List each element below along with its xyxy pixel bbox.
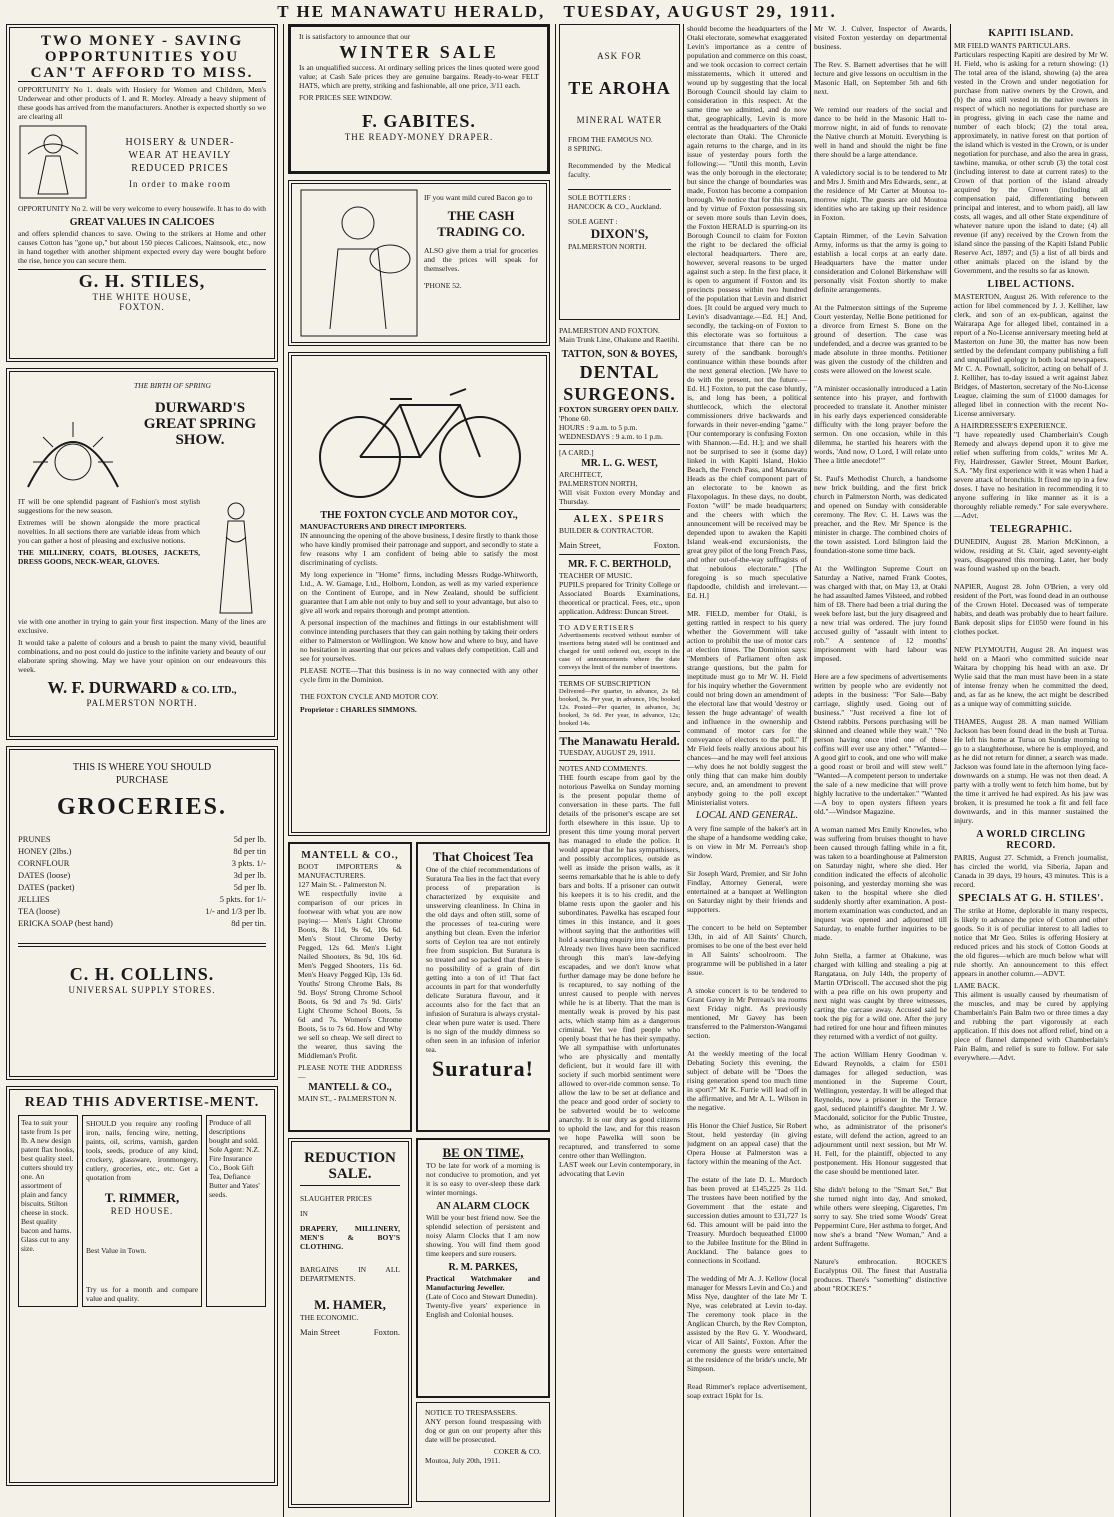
gabites-name: F. GABITES. [362,111,476,131]
advertisers-body: Advertisements received without number of insertions being stated will be continued and charged for until ordered out, except in the case of announcements where the date conveys the limit of the number of insertions. [559,632,680,671]
hamer-title-2: SALE. [328,1166,372,1182]
stiles-town: FOXTON. [119,302,165,312]
hamer-title-1: REDUCTION [304,1150,396,1166]
hairdresser-text: "I have repeatedly used Chamberlain's Cough Remedy and always depend upon it to give me relief when suffering from colds," writes Mr A. Fry, Hairdresser, Gawler Street, Mount Barker, S.A. "My first experience with it was when I had a severe attack of bronchitis. It fixed me up in a few doses. I have no hesitation in recommending it to anyone suffering in like manner as it is a thoroughly reliable remedy." For sale everywhere. —Advt. [954,430,1108,520]
specials-text: The strike at Home, deplorable in many respects, is likely to advance the price of Cotton and other goods. So it is of peculiar interest to all ladies to notice that Mr Geo. Stiles is offering Hosiery at reduced prices and his stock of Cotton Goods at the old figures—which are much below what will rule shortly. An announcement to this effect appears in another column.—ADVT. [954,906,1108,978]
trespass-title: NOTICE TO TRESPASSERS. [425,1408,518,1417]
durward-title-1: DURWARD'S [154,400,246,416]
collins-t1: THIS IS WHERE YOU SHOULD [72,762,212,773]
cycle-p4: PLEASE NOTE—That this business is in no way connected with any other cycle firm in the Dominion. [300,666,538,684]
price-item-price: 8d per tin. [231,918,266,928]
durward-co: & CO. LTD., [180,685,237,696]
col3-text2: LAST week our Levin contemporary, in advocating that Levin [559,1160,680,1178]
gabites-body: Is an unqualified success. At ordinary selling prices the lines quoted were good value; at Cash Sale prices they are genuine bargains. Ready-to-wear FELT HATS, which are pretty, striking and fashionable, all one price, 3/11 each. [299,63,539,90]
column-4 [687,24,807,1514]
rimmer-title: READ THIS ADVERTISE-MENT. [24,1095,260,1110]
rimmer-house: RED HOUSE. [110,1206,174,1216]
tearoha-sb: SOLE BOTTLERS : [568,193,631,202]
column-6 [954,24,1108,1514]
parkes-late: (Late of Coco and Stewart Dunedin). [426,1292,538,1301]
dental-title-1: DENTAL [579,362,660,382]
hamer-sub: THE ECONOMIC. [300,1313,359,1322]
column-5 [814,24,947,1514]
berthold-name: MR. F. C. BERTHOLD, [568,559,671,570]
speirs-town: Foxton. [653,540,680,550]
parkes-name: R. M. PARKES, [448,1262,518,1273]
price-item-name: TEA (loose) [18,906,60,916]
cycle-advert [288,352,550,836]
price-item-price: 5d per lb. [233,882,266,892]
stiles-name: G. H. STILES, [18,269,266,292]
tearoha-title: TE AROHA [568,78,671,98]
column-1 [6,24,278,1514]
price-item-price: 1/- and 1/3 per lb. [205,906,266,916]
gabites-sub: THE READY-MONEY DRAPER. [344,132,494,142]
card-arch: ARCHITECT, [559,470,603,479]
col3-text1: THE fourth escape from gaol by the notorious Pawelka on Sunday morning is the present popular theme of conversation in these parts. The full details of the prisoner's escape are set forth elsewhere in this issue. Up to present this time young moral pervert has managed to elude the police. It would appear that he has sympathisers, and possibly accomplices, outside as well as inside the prison walls, as it seems remarkable that he is able to defy bars and bolts. If a prisoner can outwit his keepers it is to his credit, and the blame rests upon the gaoler and his subordinates. Pawelka has escaped four times in this instance, and it goes without saying that the authorities will hold a searching enquiry into the matter. Already two lives have been sacrificed through this man's law-defying escapades, and we don't know what further damage may be done before he is recaptured, to say nothing of the unrest caused to people with nerves while he is at liberty. That the man is mentally weak is proved by his past acts, which stamp him as a dangerous criminal. Yet we find people who openly boast that he has their sympathy. We all sympathise with unfortunates who are physically and mentally deficient, but it would fare ill with society if such morbid sentiment were allowed to over-ride common sense. To allow the law to be set at defiance and the peace and good order of society to be subverted would be to welcome anarchy. It is our duty as good citizens to uphold the law, and for this reason we hope Pawelka will soon be recaptured, and transferred to some centre other than Wellington. [559,773,680,1160]
mantell-addr: 127 Main St. - Palmerston N. [298,880,387,889]
mantell-addr2: MAIN ST., - PALMERSTON N. [298,1094,397,1103]
collins-name: C. H. COLLINS. [69,964,215,984]
col4-text: should become the headquarters of the Otaki electorate, somewhat exaggerated Levin's importance as a centre of population and commerce on this coast, and we took occasion to correct certain misstatements, which it uttered and wound up by suggesting that the local Borough Council should lay claim to consideration in this respect. At the same time we admitted, and do now that, geographically, Levin is more central as the headquarters of the Otaki electorate than Otaki. The Chronicle again returns to the charge, and in its issue of yesterday pours forth the following:— "Until this month, Levin was the only borough in the electorate; but since the change of boundaries was made, Foxton has become a companion borough. We notice that for this reason, and by virtue of Foxton possessing six or seven more souls than Levin does, the Foxton HERALD is spurring-on its Borough Council to claim for Foxton the right to be declared the official electoral headquarters. There are, however, several reasons to be urged against such a step. In the first place, it is open to argument if Foxton and its precincts possess within two hundred of the population that Levin and district does. [It could be argued very much to Levin's disadvantage.—Ed. H.] And, secondly, the tacking-on of Foxton to this electorate was so fortuitous a circumstance that there can be no surety of the sandbank borough's continuance within these bounds after the next general election. [We have to do with the present, not the future.—Ed. H.] Foxton, to put the case bluntly, is, and long has been, a political shuttlecock, which the electoral commissioners drive backwards and forwards in their never-ending "game." [Our contemporary is confusing Foxton with Shannon.—Ed. H.]; and we shall not be surprised to see it (some day) linked in with Kapiti Island, Hokio Beach, the French Pass, and Manawatu Heads as the chief component part of an electorate to be known as Flaxopolagus. In these days, no doubt, Foxton "will" be made headquarters; and the cheers with which the announcement will be received may be depended upon to awaken the Kapiti Island weak-end excursionists, the great grey pilot of the long French Pass, and other out-of-the-way suffragists of that nebulous electorate." [The foregoing is so much speculative flapdoodle, childish and irrelevant.—Ed. H.] MR. FIELD, member for Otaki, is getting rattled in respect to his query whether the Government will take action to prohibit the use of motor cars at election times. The Dominion says: "Members of Parliament often ask strange questions, but the palm for ineptitude must go to Mr W. H. Field for his inquiry whether the Government could not bring down an amendment of the electoral law that would 'destroy or lessen the huge advantage' of wealth and influence in the ownership and command of motor cars for the conveyance of electors to the poll." If Mr Field feels really anxious about his chances—and he may well feel anxious—why does he not boldly suggest the only thing that can make him doubly secure, and, an amendment to prevent anybody going to the poll except Ministerialist voters. [687,24,807,807]
cycle-sub: MANUFACTURERS AND DIRECT IMPORTERS. [300,522,467,531]
dental-open: FOXTON SURGERY OPEN DAILY. [559,405,679,414]
specials-heading: SPECIALS AT G. H. STILES'. [958,893,1104,904]
cash-trading-advert [288,180,550,346]
lame-back-text: This ailment is usually caused by rheumatism of the muscles, and may be cured by applying Chamberlain's Pain Balm two or three times a day and rubbing the part vigorously at each application. If this does not afford relief, bind on a piece of flannel dampened with Chamberlain's Pain Balm, and relief is sure to follow. For sale everywhere.—Advt. [954,990,1108,1062]
price-item-name: CORNFLOUR [18,858,70,868]
durward-advert [6,368,278,740]
rimmer-try: Try us for a month and compare value and quality. [86,1285,198,1303]
woman-illustration-icon [18,124,88,200]
column-rule [555,24,556,1517]
telegraphic-heading: TELEGRAPHIC. [989,524,1073,535]
collins-sub: UNIVERSAL SUPPLY STORES. [68,985,216,995]
berthold-body: PUPILS prepared for Trinity College or Associated Boards Examinations, theoretical or practical. Fees, etc., upon application. Address: Duncan Street. [559,580,680,616]
tearoha-dixon: DIXON'S, [590,226,649,241]
rimmer-name: T. RIMMER, [104,1190,180,1205]
durward-p2: Extremes will be shown alongside the more practical novelties. In all sections there are variable ideas from which you can gather a host of pleasing and exclusive notions. [18,518,200,545]
cycle-footer: THE FOXTON CYCLE AND MOTOR COY. [300,692,439,701]
speirs-main: Main Street, [559,540,602,550]
card-name: MR. L. G. WEST, [581,458,658,469]
durward-town: PALMERSTON NORTH. [86,698,198,708]
cycle-p3: A personal inspection of the machines and fittings in our establishment will convince intending purchasers that they can gain nothing by taking their orders either to Palmerston or Wellington. We know how and where to buy, and have no hesitation in asserting that our prices and values defy competition. Call and see for yourselves. [300,618,538,663]
price-item-name: PRUNES [18,834,51,844]
rimmer-left: Tea to suit your taste from 1s per lb. A new design patent flax hooks, best quality steel. cutters should try one. An assortment of plain and fancy biscuits. Stilton cheese in stock. Best quality bacon and hams. Glass cut to any size. [18,1115,78,1307]
parkes-exp: Twenty-five years' experience in English and Colonial houses. [426,1301,540,1319]
stiles-opp1: OPPORTUNITY No 1. deals with Hosiery for Women and Children, Men's Underwear and other products of I. and R. Morley. Already a heavy shipment of these goods has arrived from the manufacturers. Another is expected shortly so we are clearing all [18,85,266,121]
price-row [18,881,266,893]
durward-title-2: GREAT SPRING [143,416,257,432]
parkes-title: BE ON TIME, [442,1145,524,1160]
suratura-title: That Choicest Tea [432,849,534,864]
hamer-s3: DRAPERY, MILLINERY, MEN'S & BOY'S CLOTHING. [300,1224,400,1251]
parkes-p1: TO be late for work of a morning is not conducive to promotion, and yet it is so easy to over-sleep these dark winter mornings. [426,1161,540,1197]
hamer-town: Foxton. [373,1327,400,1337]
paper-date: TUESDAY, AUGUST 29, 1911. [559,748,656,757]
suratura-brand: Suratura! [432,1056,534,1081]
parkes-advert [416,1138,550,1398]
cash-phone: 'PHONE 52. [424,281,462,290]
dental-pf: PALMERSTON AND FOXTON. [559,326,660,335]
rimmer-mid: SHOULD you require any roofing iron, nails, fencing wire, netting, paints, oil, scrims, varnish, garden tools, seeds, produce of any kind, crockery, glassware, ironmongery, cutlery, groceries, etc., etc. Get a quotation from [86,1119,198,1182]
paper-notes: NOTES AND COMMENTS. [559,764,648,773]
hairdresser-heading: A HAIRDRESSER'S EXPERIENCE. [954,421,1068,430]
mantell-sub: BOOT IMPORTERS & MANUFACTURERS. [298,862,402,880]
spring-sunrise-icon [18,377,128,497]
trespass-sign: COKER & CO. [493,1447,541,1456]
dental-name: TATTON, SON & BOYES, [561,349,678,360]
price-row [18,857,266,869]
col5-text: Mr W. J. Culver, Inspector of Awards, visited Foxton yesterday on departmental business. The Rev. S. Barnett advertises that he will lecture and give lessons on occultism in the Masonic Hall, on September 5th and 6th next. We remind our readers of the social and dance to be held in the Masonic Hall to-morrow night, in aid of funds to renovate the Native church at Motuiti. Everything is well in hand and should the night be fine there should be a large attendance. A valedictory social is to be tendered to Mr and Mrs J. Smith and Mrs Edwards, senr., at the residence of Mr Carter at Moutoa to-morrow night. The guests are old Moutoa identities who are taking up their residence in Foxton. Captain Rimmer, of the Levin Salvation Army, informs us that the army is going to establish a local corps at an early date. Headquarters have the matter under consideration and Colonel Birkenshaw will personally visit Foxton shortly to make definite arrangements. At the Palmerston sittings of the Supreme Court yesterday, Nellie Bone petitioned for a divorce from Ernest S. Bone on the ground of desertion. The case was undefended, and a decree was granted to be made absolute in three months. Petitioner was given the custody of the children and costs were allowed on the lowest scale. "A minister occasionally introduced a Latin sentence into his prayer, and forthwith proceeded to translate it. Another minister in his early days experienced considerable difficulty with the long prayer before the sermon. On one occasion, while in this dilemma, he startled his hearers with the words, 'And now, O Lord, I will relate unto Thee a little anecdote!'" St. Paul's Methodist Church, a handsome new brick building, and the first brick church in Palmerston North, was dedicated and opened on Sunday with considerable ceremony. The Rev. C. H. Laws was the preacher, and the Rev. Mr Spence is the minister in charge. The combined choirs of the town assisted. Lord Islington laid the foundation-stone some time back. At the Wellington Supreme Court on Saturday a Native, named Frank Cootes, was charged with that, on May 13, at Otaki he had assaulted James Vilsteed, and robbed him of £8. There had been a trial during the week before last, but the jury disagreed and a new trial was ordered. The jury found accused guilty of "assault with intent to rob." A sentence of 12 months' imprisonment with hard labour was imposed. Here are a few specimens of advertisements written by people who are evidently not adepts in the business: "For Sale—Baby carriage, slightly used. Going out of business." "Just received a fine lot of Ostend rabbits. Persons purchasing will be skinned and cleaned while they wait." "No person having once tried one of these coffins will ever use any other." "Wanted—A good girl to cook, and one who will make a good roast or broil and will stew well." "Wanted—A competent person to undertake the sale of a new medicine that will prove highly lucrative to the undertaker." "Wanted—A boy to open oysters fifteen years old."—Windsor Magazine. A woman named Mrs Emily Knowles, who was suffering from bruises thought to have been caused through falling while in a fit, was taken to a boardinghouse at Palmerston on Saturday night, where she died. Her condition indicated the effects of alcoholic poisoning, and yesterday morning she was taken to the hospital where she died suddenly shortly after examination. A post-mortem examination was conducted, and an inquest was opened and adjourned till Saturday, to enable further inquiries to be made. John Stella, a farmer at Ohakune, was charged with killing and stealing a pig at Rangataua, on July 14th, the property of Martin O'Driscoll. The accused shot the pig with a pea rifle on his own property and next night was caught by three witnesses, carting the carcase away. Accused said he took the pig for a wild one. After the jury had retired for one hour and fifteen minutes they returned with a verdict of not guilty. The action William Henry Goodman v. Edward Reynolds, a claim for £501 damages for alleged seduction, was mentioned in the Supreme Court, Wellington, yesterday. It will be alleged that Reynolds, now a prisoner in the Terrace gaol, seduced plaintiff's daughter. Mr J. W. Macdonald, solicitor for the Public Trustee, who, as administrator of the prisoner's estate, will defend the action, agreed to an adjournment until next session, but Mr W. H. Fell, for the plaintiff, objected to any postponement. His Honour suggested that the case should be mentioned later. She didn't belong to the "Smart Set," But she turned night into day, And smoked, while others were sleeping, Cigarettes, I'm sorry to say. She tried some Woods' Great Peppermint Cure, Her asthma to forget, And now she's a brand "New Woman," And a ardent Suffragette. Nature's embrocation. ROCKE'S Eucalyptus Oil. The finest that Australia produces. There's "something" distinctive about "ROCKE'S." [814,24,947,1293]
world-record-heading: A WORLD CIRCLING RECORD. [976,829,1086,851]
dental-phone: 'Phone 60. [559,414,591,423]
gabites-advert [288,24,550,174]
stiles-opp2b: and offers splendid chances to save. Owing to the strikers at Home and other causes Cotton has "gone up," but about 150 pieces Calicoes, Nainsook, etc., now in hand together with another shipment expected every day were bought before the rise, hence you can secure them. [18,229,266,265]
bicycle-icon [300,365,540,505]
stiles-order: In order to make room [129,178,231,189]
hamer-s2: IN [300,1209,308,1218]
stiles-hosiery-1: HOISERY & UNDER- [125,136,235,148]
price-item-price: 8d per tin [233,846,266,856]
trespass-date: Moutoa, July 20th, 1911. [425,1456,501,1465]
column-2 [288,24,550,1514]
tearoha-advert [559,24,680,320]
cash-p1: IF you want mild cured Bacon go to [424,193,533,202]
price-item-name: JELLIES [18,894,50,904]
gabites-prices: FOR PRICES SEE WINDOW. [299,93,392,102]
column-3 [559,24,680,1514]
cycle-p2: My long experience in "Home" firms, including Messrs Rudge-Whitworth, Ltd., A. W. Gamage, Ltd., Holborn, London, as well as my varied experience on the Continent of Europe, and in New Zealand, should be sufficient guarantee that I am able not only to buy and sell to your advantage, but also to give all work and repairs thorough and prompt attention. [300,570,538,615]
advertisers-title: TO ADVERTISERS [559,623,635,632]
libel-text: MASTERTON, August 26. With reference to the action for libel commenced by J. J. Kelliher, law clerk, and son of an ex-publican, against the Wairarapa Age for alleged libel, contained in a report of a No-License anniversary meeting held at Masterton on June 30, the matter has now been settled by the defendant company publishing a full and unqualified apology in both local newspapers. Mr C. A. Pownall, solicitor, acting on behalf of J. J. Kelliher, has to-day issued a writ against Jabez Bridges, of Masterton, secretary of the No-License League, claiming the sum of £1000 damages for alleged libel in connection with the recent No-License anniversary. [954,292,1108,418]
hamer-name: M. HAMER, [314,1297,386,1312]
parkes-clock: AN ALARM CLOCK [436,1201,530,1212]
price-item-price: 3d per lb. [233,870,266,880]
speirs-name: ALEX. SPEIRS [573,514,666,525]
durward-banner: THE BIRTH OF SPRING [134,381,211,390]
masthead [0,0,1114,24]
price-item-price: 5 pkts. for 1/- [219,894,266,904]
mantell-name: MANTELL & CO., [301,850,399,861]
dental-wed: WEDNESDAYS : 9 a.m. to 1 p.m. [559,432,663,441]
dental-main: Main Trunk Line, Ohakune and Raetihi. [559,335,680,344]
durward-p4: It would take a palette of colours and a brush to paint the many vivid, beautiful combinations, and no post could do justice to the infinite variety and beauty of our elaborate spring showing. May we have your opinion on our endeavours this week. [18,638,266,674]
column-rule [683,24,684,1517]
local-general-heading: LOCAL AND GENERAL. [695,810,799,821]
mantell-note: PLEASE NOTE THE ADDRESS— [298,1063,402,1081]
price-row [18,833,266,845]
durward-title-3: SHOW. [175,432,225,448]
durward-p3: vie with one another in trying to gain your first inspection. Many of the lines are exclusive. [18,617,266,635]
tearoha-town: PALMERSTON NORTH. [568,242,647,251]
cash-p2: ALSO give them a trial for groceries and the prices will speak for themselves. [424,246,538,273]
durward-p1: IT will be one splendid pageant of Fashion's most stylish suggestions for the new season. [18,497,200,515]
card-visit: Will visit Foxton every Monday and Thursday. [559,488,680,506]
lady-figure-icon [206,497,266,617]
parkes-sub: Practical Watchmaker and Manufacturing Jeweller. [426,1274,540,1292]
price-item-name: DATES (packet) [18,882,75,892]
durward-lines: THE MILLINERY, COATS, BLOUSES, JACKETS, DRESS GOODS, NECK-WEAR, GLOVES. [18,548,200,566]
cycle-prop: Proprietor : CHARLES SIMMONS. [300,705,417,714]
suratura-body: One of the chief recommendations of Suratura Tea lies in the fact that every process of preparation is characterized by exquisite and unswerving cleanliness. In China in the old days and often still, some of the processes of tea-curing were anything but clean. Even the inferior sorts of Ceylon tea are not entirely free from suspicion. But Suratura is so treated and so packed that there is no possibility of a grain of dirt getting into a ton of it! That fact accounts in part for that wonderfully delicate Suratura flavour, and it accounts also for the fact that an infusion of Suratura is always crystal-clear when pure water is used. There is no sign of the muddy dimness so often seen in an infusion of inferior tea. [426,865,540,1054]
gabites-lead: It is satisfactory to announce that our [299,32,411,41]
collins-advert [6,746,278,1080]
mantell-body: WE respectfully invite a comparison of our prices in footwear with what you are now paying:— Men's Light Chrome Boots, 8s 11d, 9s 6d, 10s 6d. Men's Stout Chrome Derby Pegged, 12s 6d. Men's Light Nailed Shooters, 8s 9d, 10s 6d. Men's Pegged Shooters, 11s 6d. Men's Heavy Pegged Kip, 13s 6d. Youths' Strong Chrome Bals, 8s 9d. Boys' Strong Chrome School Boots, 6s 9d and 7s 9d. Girls' Light Chrome School Boots, 5s 6d and 7s. Women's Chrome Boots, 5s to 7s 6d. How and Why we sell so cheap. We sell direct to the wearer, thus saving the Middleman's Profit. [298,889,402,1060]
kapiti-text: Particulars respecting Kapiti are desired by Mr W. H. Field, who is asking for a return showing: (1) The total area of the island, showing (a) the area vested in the Crown and under negotiation for purchase from native owners by the Crown, and (b) the area still vested in the native owners in respect of which no negotiations for purchase are in progress, giving in each case the name and number of each block; (2) the total area, approximately, in native forest on that portion of the island which is vested in the Crown, or is under negotiation for purchase, and also the area in grass, tawhine, manuka, or other scrub (3) the total cost (including interest to date at current rates) to the Crown of that portion of the island already acquired by the Crown (including all compensation paid, differentiating between principal and interest, and to whom paid), all law costs, all wages, and all other State expenditure of whatever nature upon the island to date; (4) all revenue (if any) received by the Crown from the island since the passing of the Kapiti Island Public Reserve Act, 1897; and (5) a list of all birds and other animals placed on the island by the Government, and the results so far as known. [954,50,1108,275]
berthold-sub: TEACHER OF MUSIC. [559,571,633,580]
tearoha-hc: HANCOCK & CO., Auckland. [568,202,662,211]
price-item-price: 3 pkts. 1/- [231,858,266,868]
subs-title: TERMS OF SUBSCRIPTION [559,679,651,688]
price-item-name: ERICKA SOAP (best hand) [18,918,113,928]
trespass-notice [416,1402,550,1502]
hamer-s1: SLAUGHTER PRICES [300,1194,372,1203]
trespass-body: ANY person found trespassing with dog or gun on our property after this date will be prosecuted. [425,1417,541,1444]
mantell-name2: MANTELL & CO., [308,1082,392,1093]
price-row [18,905,266,917]
stiles-opp2: OPPORTUNITY No 2. will be very welcome to every housewife. It has to do with [18,204,266,213]
price-row [18,893,266,905]
rimmer-advert [6,1086,278,1486]
lame-back-heading: LAME BACK. [954,981,1000,990]
stiles-calicoes: GREAT VALUES IN CALICOES [69,217,215,228]
price-item-name: HONEY (2lbs.) [18,846,72,856]
cycle-name: THE FOXTON CYCLE AND MOTOR COY., [320,510,518,521]
tearoha-mw: MINERAL WATER [576,115,663,125]
price-item-price: 5d per lb. [233,834,266,844]
dental-title-2: SURGEONS. [563,384,676,404]
libel-heading: LIBEL ACTIONS. [987,279,1075,290]
subs-body: Delivered—Per quarter, in advance, 2s 6d; booked, 3s. Per year, in advance, 10s; booked 12s. Posted—Per quarter, in advance, 3s; booked, 3s 6d. Per year, in advance, 12s; booked 14s. [559,688,680,727]
suratura-advert [416,842,550,1132]
tearoha-from: FROM THE FAMOUS NO. [568,135,653,144]
parkes-p2: Will be your best friend now. See the splendid selection of persistent and noisy Alarm Clocks that I am now showing. You will find them good time keepers and sure rousers. [426,1213,540,1258]
hamer-s4: BARGAINS IN ALL DEPARTMENTS. [300,1265,400,1283]
stiles-title-1: TWO MONEY - SAVING [40,33,244,49]
stiles-hosiery-2: WEAR AT HEAVILY [128,149,232,161]
stiles-advert [6,24,278,362]
column-rule [950,24,951,1517]
dental-hours: HOURS : 9 a.m. to 5 p.m. [559,423,638,432]
collins-t2: PURCHASE [115,775,169,786]
col4-text2: A very fine sample of the baker's art in the shape of a handsome wedding cake, is on view in Mr M. Perreau's shop window. Sir Joseph Ward, Premier, and Sir John Findlay, Attorney General, were entertained at a banquet at Wellington on Saturday night by their friends and supporters. The concert to be held on September 13th, in aid of All Saints' Church, promises to be one of the best ever held in All Saints' schoolroom. The programme will be published in a later issue. A smoke concert is to be tendered to Grant Gavey in Mr Perreau's tea rooms next Friday night. As previously mentioned, Mr Gavey has been transferred to the Palmerston-Wanganui section. At the weekly meeting of the local Debating Society this evening, the subject of debate will be "Does the rising generation spend too much time in sport?" Mr K. Furrie will lead off in the affirmative, and Mr A. L. Wilson in the negative. His Honor the Chief Justice, Sir Robert Stout, held yesterday (in giving judgment on an appeal case) that the Opera House at Palmerston was a factory within the meaning of the Act. The estate of the late D. L. Murdoch has been proved at £145,225 2s 11d. The trustees have been notified by the Government that the estate and succession duties amount to £31,727 1s 6d. This amount will be paid into the Treasury. Murdoch bequeathed £1000 to the Jubilee Institute for the Blind in Auckland. The balance goes to connections in Scotland. The wedding of Mr A. J. Kellow (local manager for Messrs Levin and Co.) and Miss Nye, daughter of the late Mr T. Nye, was celebrated at Levin to-day. The ceremony took place in the Anglican Church, by the Rev Compton, assisted by the Rev G. Y. Woodward, vicar of All Saints', Foxton. After the ceremony the guests were entertained at the residence of the bride's uncle, Mr Simpson. Read Rimmer's replace advertisement, soap extract 16pkt for 1s. [687,824,807,1400]
telegraphic-text: DUNEDIN, August 28. Marion McKinnon, a widow, residing at St. Clair, aged seventy-eight years, disappeared this morning. Later, her body was found washed up on the beach. NAPIER, August 28. John O'Brien, a very old resident of the Port, was found dead in an outhouse of the Crown Hotel. Deceased was of temperate habits, and death was probably due to heart failure. Bank deposit slips for £1050 were found in his clothes pocket. NEW PLYMOUTH, August 28. An inquest was held on a Maori who committed suicide near Waitara by chopping his head with an axe. Dr Wylie said that the man must have been in a state of intense frenzy when he committed the deed, and, as far as he knew, the act might be described as a unique way of committing suicide. THAMES, August 28. A man named William Jackson has been found dead in the bush at Turua. He left his home at Turua on Sunday morning to go to a slaughterhouse, where he is employed, and as he did not return for dinner, a search was made. Jackson was found late in the afternoon lying face-downwards on a stump. He was not then dead. A party with a trolly went to fetch him home, but by the time it arrived he had expired. As his jaw was broken, it is presumed he took a fit and fell face downwards, and in this manner sustained the injury. [954,537,1108,825]
card-town: PALMERSTON NORTH, [559,479,638,488]
tearoha-ask: ASK FOR [597,51,642,61]
rimmer-right: Produce of all descriptions bought and sold. Sole Agent: N.Z. Fire Insurance Co., Book Gift Tea, Defiance Butter and Yates' seeds. [206,1115,266,1307]
stiles-house: THE WHITE HOUSE, [92,292,192,302]
price-row [18,845,266,857]
durward-name: W. F. DURWARD [47,678,177,697]
world-record-text: PARIS, August 27. Schmidt, a French journalist, has circled the world, via Siberia, Japan and Canada in 39 days, 19 hours, 43 minutes. This is a record. [954,853,1108,889]
card-label: [A CARD.] [559,448,594,457]
hamer-advert [288,1138,412,1508]
price-item-name: DATES (loose) [18,870,71,880]
mantell-advert [288,842,412,1132]
column-rule [283,24,284,1517]
stiles-hosiery-3: REDUCED PRICES [131,162,229,174]
tearoha-rec: Recommended by the Medical faculty. [568,161,671,179]
collins-title: GROCERIES. [56,794,228,820]
kapiti-subheading: MR FIELD WANTS PARTICULARS. [954,41,1071,50]
kapiti-heading: KAPITI ISLAND. [988,28,1074,39]
stiles-title-3: CAN'T AFFORD TO MISS. [18,65,266,82]
cycle-p1: IN announcing the opening of the above business, I desire firstly to thank those who have kindly promised their patronage and support, and secondly to state a few reasons why I am confident of being able to satisfy the most discriminating of cyclists. [300,531,538,567]
tearoha-sa: SOLE AGENT : [568,217,618,226]
speirs-sub: BUILDER & CONTRACTOR. [559,526,654,535]
collins-price-list [18,833,266,929]
hamer-street: Main Street [300,1327,340,1337]
butcher-illustration-icon [300,189,418,337]
stiles-title-2: OPPORTUNITIES YOU [44,49,240,65]
cash-name: THE CASH TRADING CO. [437,208,525,239]
column-rule [810,24,811,1517]
paper-name: The Manawatu Herald. [559,734,680,748]
price-row [18,869,266,881]
price-row [18,917,266,929]
tearoha-spring: 8 SPRING. [568,144,603,153]
gabites-title: WINTER SALE [339,42,499,62]
rimmer-best: Best Value in Town. [86,1246,147,1255]
masthead-title: T HE MANAWATU HERALD, [277,2,546,21]
masthead-date: TUESDAY, AUGUST 29, 1911. [563,2,837,21]
